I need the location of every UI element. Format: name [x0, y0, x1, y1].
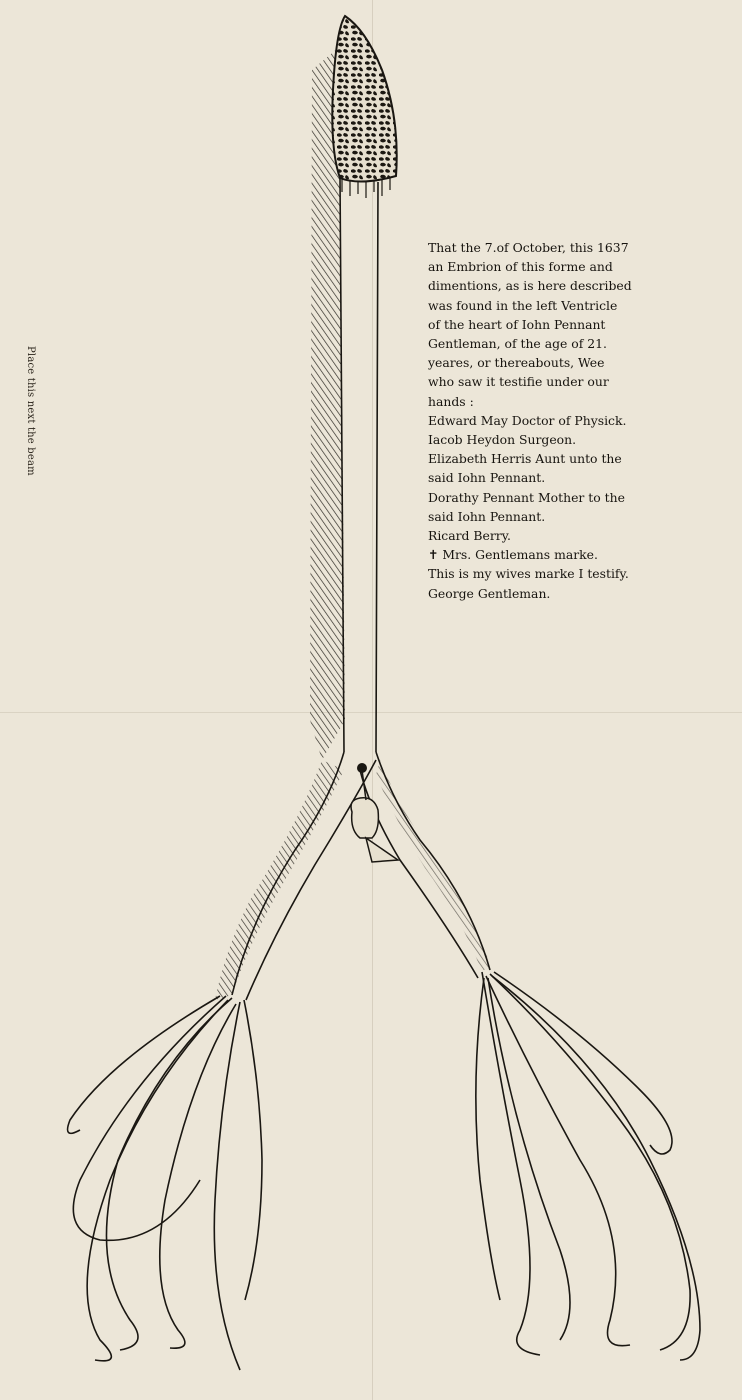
embryo-head	[332, 16, 396, 182]
right-branch-shading	[376, 760, 490, 972]
signatory-line: Ricard Berry.	[428, 528, 511, 544]
signatory-line: Edward May Doctor of Physick.	[428, 412, 627, 428]
margin-binding-note: Place this next the beam	[25, 346, 36, 476]
testimony-line: an Embrion of this forme and	[428, 259, 613, 275]
signatory-line: said Iohn Pennant.	[428, 508, 546, 524]
testimony-line: yeares, or thereabouts, Wee	[428, 355, 605, 371]
left-branch-shading	[215, 760, 344, 1000]
stem-outline	[340, 178, 378, 752]
signatory-line: Elizabeth Herris Aunt unto the	[428, 451, 622, 467]
signatory-line: Dorathy Pennant Mother to the	[428, 489, 625, 505]
testimony-text-block	[428, 238, 678, 603]
left-tendrils	[68, 996, 262, 1370]
testimony-line: who saw it testifie under our	[428, 374, 609, 390]
testimony-line: Gentleman, of the age of 21.	[428, 336, 607, 352]
testimony-line: That the 7.of October, this 1637	[428, 240, 629, 255]
testimony-line: dimentions, as is here described	[428, 278, 632, 294]
left-branch	[232, 752, 376, 1000]
testimony-line: was found in the left Ventricle	[428, 297, 618, 313]
signatory-line: said Iohn Pennant.	[428, 470, 546, 486]
signatory-line: George Gentleman.	[428, 585, 551, 601]
signatory-line: This is my wives marke I testify.	[428, 566, 629, 582]
right-tendrils	[476, 972, 700, 1360]
signatory-line: ✝ Mrs. Gentlemans marke.	[428, 547, 598, 563]
testimony-line: hands :	[428, 393, 474, 409]
pointing-hand	[351, 770, 398, 862]
testimony-line: of the heart of Iohn Pennant	[428, 316, 606, 332]
signatory-line: Iacob Heydon Surgeon.	[428, 432, 577, 448]
